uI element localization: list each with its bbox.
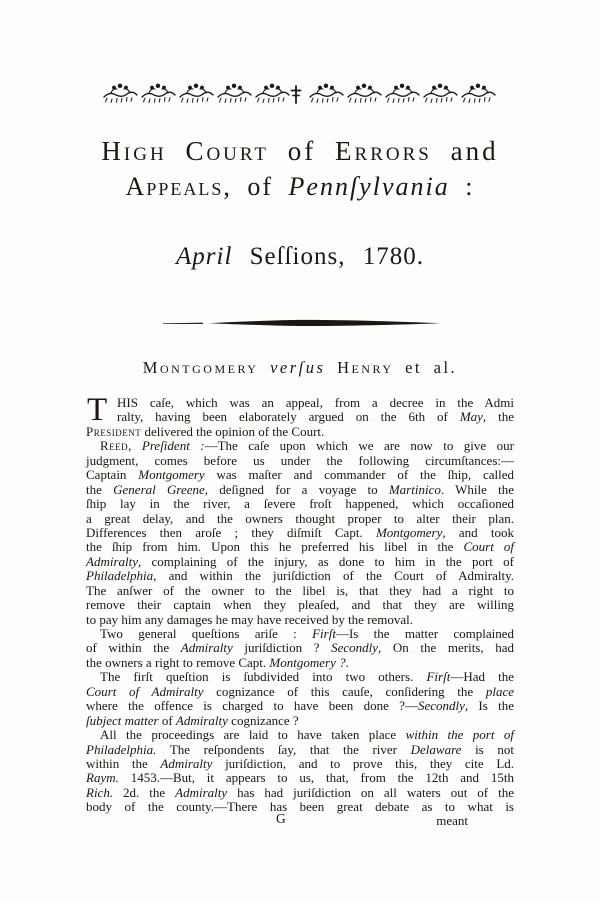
text-segment: Admiralty <box>180 640 233 656</box>
text-line <box>86 670 514 684</box>
text-line <box>86 512 514 526</box>
text-segment: Admiralty <box>175 712 228 728</box>
text-segment: the ſhip from him. Upon this he preferred his libel in the <box>86 539 464 555</box>
text-segment: Court of <box>463 539 514 555</box>
text-segment: et al. <box>393 358 458 377</box>
case-title <box>0 358 600 378</box>
text-segment: Court of Admiralty <box>86 683 204 699</box>
text-segment: is not <box>461 741 514 757</box>
text-segment: cognizance of this cauſe, conſidering the <box>203 683 486 699</box>
text-segment: 2d. the <box>113 784 176 800</box>
text-segment: Two general queſtions ariſe : <box>100 626 313 641</box>
text-segment: HIS caſe, which was an appeal, from a decree in the Admi <box>117 395 514 410</box>
text-line <box>86 641 514 655</box>
text-segment: Montgomery <box>142 358 271 377</box>
text-segment: May <box>459 409 483 425</box>
text-segment: , On the merits, had <box>378 640 514 656</box>
text-segment: General Greene <box>113 481 205 497</box>
text-line <box>86 685 514 699</box>
text-segment: Firſt <box>426 669 451 685</box>
text-segment: remove their captain when they pleaſed, and that they are willing <box>86 597 514 613</box>
text-segment: High Court <box>101 136 288 166</box>
text-segment: of <box>287 136 336 166</box>
swelled-rule-divider <box>163 319 440 328</box>
text-line <box>86 598 514 612</box>
text-segment: delivered the opinion of the Court. <box>141 423 325 439</box>
text-line <box>86 425 514 439</box>
text-segment: April <box>176 243 250 270</box>
text-segment: Martinico <box>388 481 441 497</box>
session-title <box>0 243 600 271</box>
text-segment: , Is the <box>464 698 514 714</box>
text-line <box>86 613 514 627</box>
text-segment: Admiralty <box>86 553 138 569</box>
text-segment: Pennſylvania <box>288 172 450 201</box>
text-line <box>86 656 514 670</box>
text-segment: the <box>86 481 114 497</box>
court-title-line-2 <box>0 172 600 202</box>
text-line <box>86 714 514 728</box>
text-segment: —Is the matter complained <box>335 626 515 641</box>
fleuron-border-ornament <box>103 83 497 107</box>
text-segment: All the proceedings are laid to have taken place <box>100 727 406 743</box>
text-segment: Errors <box>335 136 451 166</box>
text-line <box>86 468 514 482</box>
text-segment: of <box>247 172 289 201</box>
text-segment: —Had the <box>450 669 514 685</box>
text-segment: Montgomery <box>138 467 205 483</box>
text-segment: was maſter and commander of the ſhip, called <box>204 467 515 483</box>
text-segment: verſus <box>270 358 326 377</box>
text-line <box>86 569 514 583</box>
text-line <box>86 627 514 641</box>
text-segment: Henry <box>325 358 394 377</box>
text-segment: —The caſe upon which we are now to give our <box>204 438 514 454</box>
text-segment: . <box>345 654 349 670</box>
text-line <box>86 757 514 771</box>
text-line <box>86 396 514 410</box>
text-segment: of <box>158 712 176 728</box>
text-segment: cognizance ? <box>227 712 299 728</box>
text-segment: , deſigned for a voyage to <box>204 481 389 497</box>
text-segment: Rich. <box>86 784 114 800</box>
catchword: meant <box>436 813 468 828</box>
text-segment: Admiralty <box>175 784 228 800</box>
text-line <box>86 483 514 497</box>
text-segment: place <box>485 683 514 699</box>
text-segment: and <box>450 136 499 166</box>
text-segment: : <box>449 172 475 201</box>
text-segment: 1453.—But, it appears to us, that, from the 12th and 15th <box>118 770 514 786</box>
text-line <box>86 584 514 598</box>
text-line <box>86 728 514 742</box>
text-segment: , complaining of the injury, as done to him in the port of <box>138 553 514 569</box>
text-segment: Montgomery ? <box>269 654 346 670</box>
text-line <box>86 439 514 453</box>
text-segment: ſhip lay in the river, a ſevere froſt happened, which occaſioned <box>86 496 514 512</box>
paragraph <box>86 627 514 670</box>
text-segment: to pay him any damages he may have received by the removal. <box>86 611 414 627</box>
signature-mark: G <box>276 811 286 826</box>
text-segment: the owners a right to remove Capt. <box>86 654 270 670</box>
text-segment: , <box>128 438 142 454</box>
text-segment: Appeals, <box>125 172 248 201</box>
text-segment: juriſdiction, and to prove this, they cite Ld. <box>212 755 515 771</box>
text-segment: of within the <box>86 640 181 656</box>
text-segment: Differences then aroſe ; they diſmiſt Capt. <box>86 524 376 540</box>
paragraph <box>86 392 514 439</box>
page-footer-row <box>86 811 514 829</box>
text-line <box>86 540 514 554</box>
text-segment: a great delay, and the owners thought proper to alter their plan. <box>86 510 514 526</box>
text-segment: Firſt <box>312 626 336 641</box>
paragraph <box>86 670 514 728</box>
text-line <box>86 555 514 569</box>
text-segment: juriſdiction ? <box>232 640 332 656</box>
text-line <box>86 771 514 785</box>
text-line <box>86 699 514 713</box>
text-segment: Reed <box>100 438 129 454</box>
text-line <box>86 526 514 540</box>
text-line <box>86 454 514 468</box>
text-segment: , and took <box>442 524 514 540</box>
text-segment: The firſt queſtion is ſubdivided into two others. <box>100 669 427 685</box>
paragraph <box>86 728 514 815</box>
text-line <box>86 786 514 800</box>
text-segment: within the <box>86 755 161 771</box>
text-segment: Seſſions, 1780. <box>249 243 424 270</box>
text-line <box>86 743 514 757</box>
text-segment: judgment, comes before us under the following circumſtances:— <box>86 452 514 468</box>
text-segment: body of the county.—There has been great debate as to what is <box>86 799 514 815</box>
text-segment: Admiralty <box>160 755 213 771</box>
dagger-icon <box>292 86 301 103</box>
opinion-body <box>86 392 515 815</box>
text-line <box>86 410 514 424</box>
text-line <box>86 497 514 511</box>
text-segment: Montgomery <box>375 524 443 540</box>
text-segment: Secondly <box>417 698 465 714</box>
text-segment: within the port of <box>405 727 514 743</box>
text-segment: Preſident : <box>141 438 205 454</box>
text-segment: Delaware <box>410 741 462 757</box>
text-segment: Philadelphia. <box>86 741 157 757</box>
text-segment: where the offence is charged to have been done ?— <box>86 698 418 714</box>
text-segment: Captain <box>86 467 139 483</box>
drop-cap: T <box>87 392 108 428</box>
text-segment: , the <box>482 409 514 425</box>
paragraph <box>86 439 514 627</box>
court-title-line-1 <box>0 136 600 167</box>
text-segment: The anſwer of the owner to the libel is, that they had a right to <box>86 582 514 598</box>
text-segment: Philadelphia <box>86 568 154 584</box>
text-segment: ſubject matter <box>86 712 159 728</box>
text-segment: President <box>86 423 142 439</box>
text-segment: Raym. <box>86 770 119 786</box>
text-segment: has had juriſdiction on all waters out of the <box>227 784 514 800</box>
text-segment: Secondly <box>331 640 379 656</box>
text-segment: The reſpondents ſay, that the river <box>156 741 411 757</box>
text-segment: , and within the juriſdiction of the Court of Admiralty. <box>153 568 514 584</box>
text-segment: ralty, having been elaborately argued on the 6th of <box>117 409 460 425</box>
text-segment: . While the <box>440 481 514 497</box>
